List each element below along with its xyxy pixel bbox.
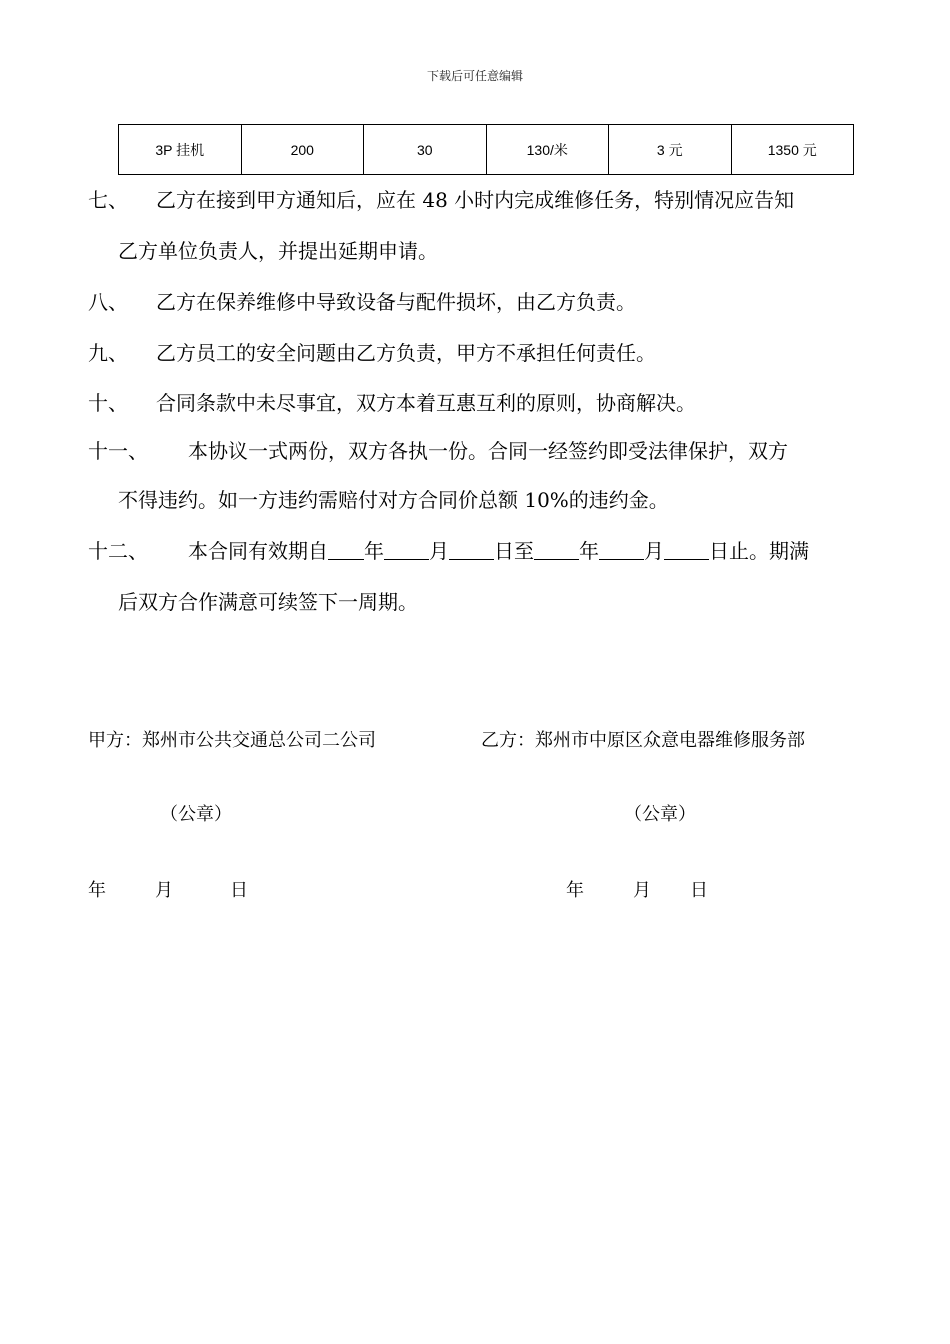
clause-text: 乙方在接到甲方通知后，应在 48 小时内完成维修任务，特别情况应告知 [156, 188, 795, 212]
party-a-date-month: 月 [155, 880, 173, 901]
date-unit: 日止。期满 [709, 539, 809, 563]
party-a-date-year: 年 [88, 880, 106, 901]
clause-number: 十、 [88, 391, 128, 415]
table-cell: 3P 挂机 [119, 125, 242, 175]
clause-number: 八、 [88, 290, 128, 314]
table-cell: 1350 元 [731, 125, 854, 175]
clause-number: 七、 [88, 188, 128, 212]
clause-9 [88, 339, 868, 367]
clause-number: 十一、 [88, 439, 148, 463]
clause-text: 乙方单位负责人，并提出延期申请。 [118, 239, 438, 263]
blank-underline [664, 539, 709, 560]
date-unit: 年 [364, 539, 384, 563]
clause-number: 九、 [88, 341, 128, 365]
clause-10 [88, 389, 868, 417]
table-row [119, 125, 854, 175]
table-cell: 30 [364, 125, 487, 175]
date-unit: 月 [429, 539, 449, 563]
clause-text: 乙方员工的安全问题由乙方负责，甲方不承担任何责任。 [156, 341, 656, 365]
party-b-seal: （公章） [624, 804, 696, 825]
price-table [118, 124, 854, 175]
party-b-date-year: 年 [566, 880, 584, 901]
blank-underline [599, 539, 644, 560]
date-unit: 月 [644, 539, 664, 563]
clause-text: 本协议一式两份，双方各执一份。合同一经签约即受法律保护，双方 [188, 439, 788, 463]
blank-underline [384, 539, 429, 560]
party-b-date-month: 月 [633, 880, 651, 901]
clause-8 [88, 288, 868, 316]
party-a-name: 甲方：郑州市公共交通总公司二公司 [88, 730, 376, 751]
clause-7 [88, 186, 868, 214]
clause-text: 后双方合作满意可续签下一周期。 [118, 590, 418, 614]
party-b-date-day: 日 [690, 880, 708, 901]
date-unit: 年 [579, 539, 599, 563]
table-cell: 3 元 [609, 125, 732, 175]
party-a-date-day: 日 [230, 880, 248, 901]
clause-11 [88, 437, 868, 465]
date-unit: 日至 [494, 539, 534, 563]
page-header-note: 下载后可任意编辑 [426, 69, 523, 83]
party-a-seal: （公章） [160, 804, 232, 825]
clause-number: 十二、 [88, 539, 148, 563]
clause-12 [88, 537, 868, 565]
clause-text: 本合同有效期自 [188, 539, 328, 563]
clause-text: 乙方在保养维修中导致设备与配件损坏，由乙方负责。 [156, 290, 636, 314]
clause-text: 合同条款中未尽事宜，双方本着互惠互利的原则，协商解决。 [156, 391, 696, 415]
blank-underline [534, 539, 579, 560]
blank-underline [449, 539, 494, 560]
table-cell: 200 [241, 125, 364, 175]
party-b-name: 乙方：郑州市中原区众意电器维修服务部 [481, 730, 805, 751]
clause-text: 不得违约。如一方违约需赔付对方合同价总额 10%的违约金。 [118, 488, 669, 512]
table-cell: 130/米 [486, 125, 609, 175]
blank-underline [328, 539, 364, 560]
